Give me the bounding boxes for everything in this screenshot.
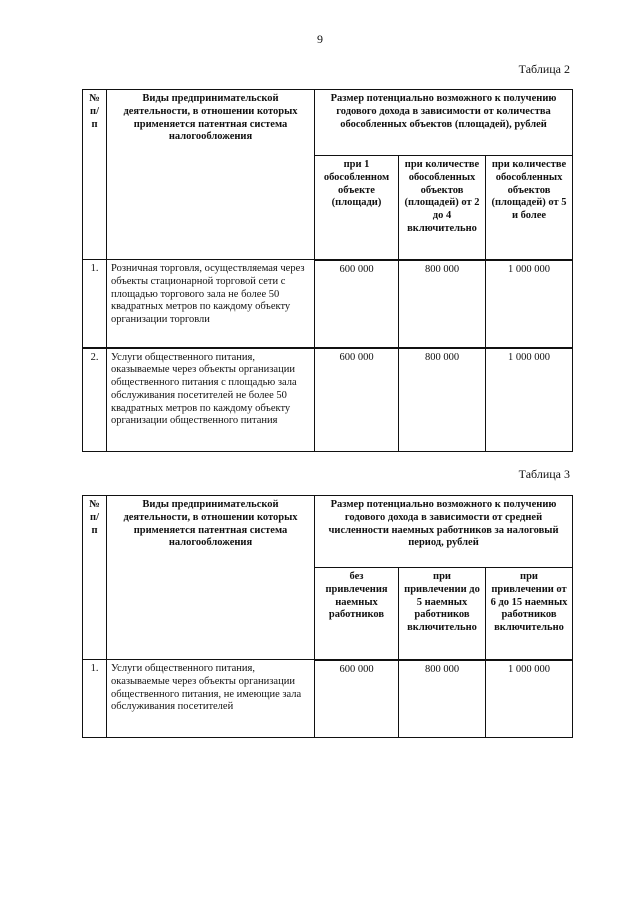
table-2-subheader-1: при 1 обособленном объекте (площади) <box>315 156 399 260</box>
table-2-row-2-number: 2. <box>83 348 107 452</box>
table-2-header-activity: Виды предпринимательской деятельности, в отношении которых применяется патентная система налогообложения <box>107 90 315 260</box>
page-number: 9 <box>317 32 323 46</box>
table-3-subheader-2: при привлечении до 5 наемных работников включительно <box>399 568 486 660</box>
table-3-caption: Таблица 3 <box>518 467 570 481</box>
table-3-header-income: Размер потенциально возможного к получению годового дохода в зависимости от средней численности наемных работников за налоговый период, рублей <box>315 496 573 568</box>
table-2-header-number: № п/п <box>83 90 107 260</box>
table-2-header-income: Размер потенциально возможного к получению годового дохода в зависимости от количества обособленных объектов (площадей), рублей <box>315 90 573 156</box>
table-2-row-1-activity: Розничная торговля, осуществляемая через объекты стационарной торговой сети с площадью торгового зала не более 50 квадратных метров по каждому объекту организации торговли <box>107 260 315 348</box>
table-2-row-1-value-1: 600 000 <box>315 260 399 348</box>
table-3-row-1-value-3: 1 000 000 <box>486 660 573 738</box>
table-2 <box>82 89 573 452</box>
table-2-row-1-value-3: 1 000 000 <box>486 260 573 348</box>
table-2-row-1-value-2: 800 000 <box>399 260 486 348</box>
table-2-row-2-activity: Услуги общественного питания, оказываемые через объекты организации общественного питания с площадью зала обслуживания посетителей не более 50 квадратных метров по каждому объекту организации общественного питания <box>107 348 315 452</box>
table-2-row-2-value-3: 1 000 000 <box>486 348 573 452</box>
table-2-row-2-value-1: 600 000 <box>315 348 399 452</box>
table-2-caption: Таблица 2 <box>518 62 570 76</box>
table-3-row-1-number: 1. <box>83 660 107 738</box>
table-3 <box>82 495 573 738</box>
table-2-row-1-number: 1. <box>83 260 107 348</box>
table-3-subheader-1: без привлечения наемных работников <box>315 568 399 660</box>
table-2-row-2-value-2: 800 000 <box>399 348 486 452</box>
table-3-row-1-activity: Услуги общественного питания, оказываемые через объекты организации общественного питания, не имеющие зала обслуживания посетителей <box>107 660 315 738</box>
table-3-subheader-3: при привлечении от 6 до 15 наемных работников включительно <box>486 568 573 660</box>
table-3-header-activity: Виды предпринимательской деятельности, в отношении которых применяется патентная система налогообложения <box>107 496 315 660</box>
table-3-header-number: № п/п <box>83 496 107 660</box>
table-2-subheader-2: при количестве обособленных объектов (площадей) от 2 до 4 включительно <box>399 156 486 260</box>
table-3-row-1-value-2: 800 000 <box>399 660 486 738</box>
table-3-row-1-value-1: 600 000 <box>315 660 399 738</box>
table-2-subheader-3: при количестве обособленных объектов (площадей) от 5 и более <box>486 156 573 260</box>
